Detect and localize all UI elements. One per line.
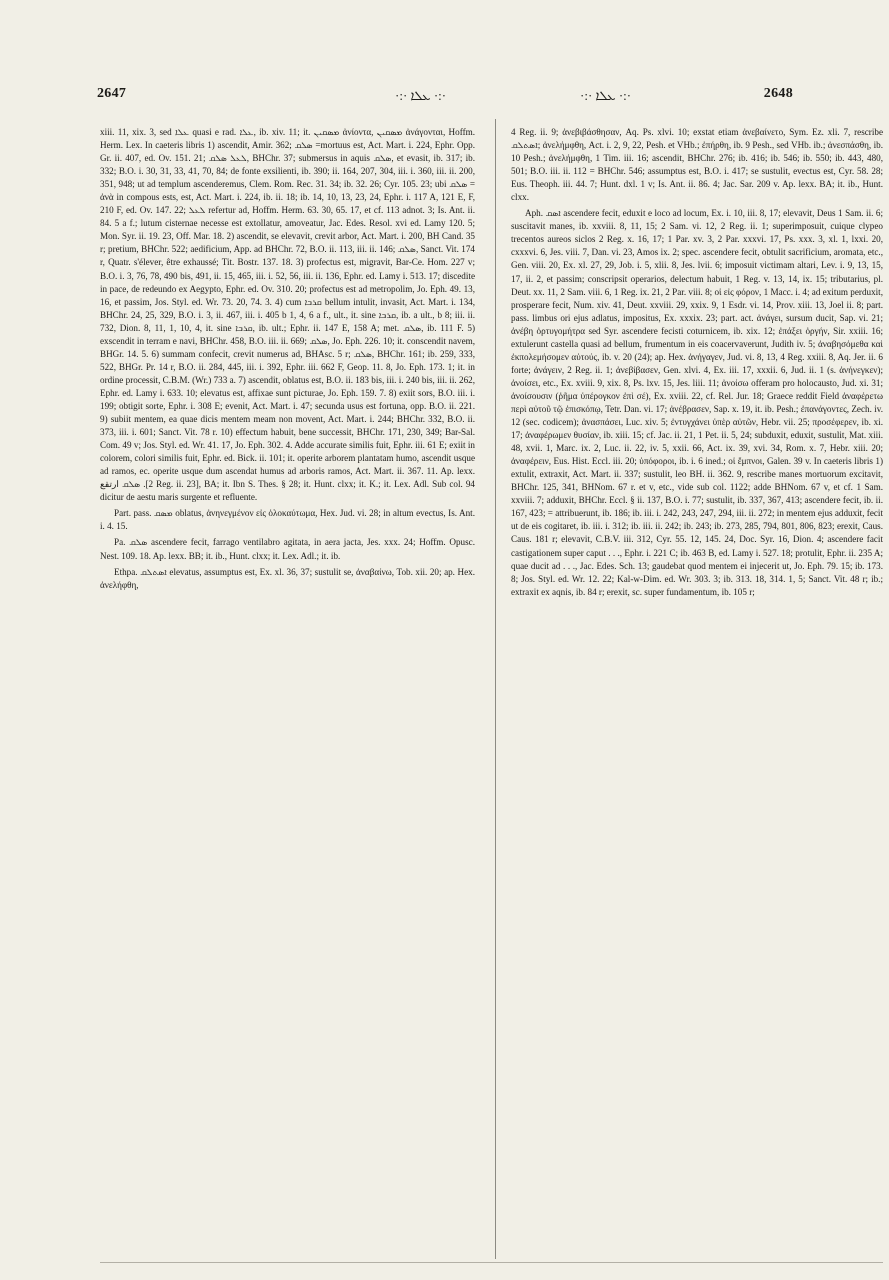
- right-column: [511, 126, 883, 1251]
- right-page-number: 2648: [763, 86, 793, 101]
- left-page-number: 2647: [97, 86, 127, 101]
- right-entry-paragraph: 4 Reg. ii. 9; ἀνεβιβάσθησαν, Aq. Ps. xlvi. 10; exstat etiam ἀνεβαίνετο, Sym. Ez. xli. 7, rescribe ܐܣܬܠܩ; ἀνελήμφθη, Act. i. 2, 9, 22, Pesh. et VHb.; ἐπήρθη, ib. 9 Pesh., sed VHb. ib.; ἀνεσπάσθη, ib. 10 Pesh.; ἀνελήμφθη, 1 Tim. iii. 16; ascendit, BHChr. 276; ib. 416; ib. 546; ib. 550; ib. 443, 480, 501; B.O. iii. ii. 112 = BHChr. 546; assumptus est, B.O. i. 417; se sustulit, evectus est, Cyr. 58. 28; Eus. Theoph. iii. 44. 7; Hunt. dxl. 1 v; Is. Ant. ii. 86. 4; Jac. Sar. 209 v. Ap. lexx. BA; it. ib., Hunt. clxx.: [511, 127, 883, 203]
- left-entry-paragraph: Ethpa. ܐܣܬܠܩ elevatus, assumptus est, Ex. xl. 36, 37; sustulit se, ἀναβαίνω, Tob. xii. 20; ap. Hex. ἀνελήφθη,: [100, 566, 475, 590]
- left-entry-paragraph: xiii. 11, xix. 3, sed ܥܠܐ quasi e rad. ܥܠܐ, ib. xiv. 11; it. ܡܣܩܝܢ ἀνίοντα, ܡܣܩܝܢ ἀνάγονται, Hoffm. Herm. Lex. In caeteris libris 1) ascendit, Amir. 362; ܣܠܩ =mortuus est, Act. Mart. i. 224, Ephr. Opp. Gr. ii. 407, ed. Ov. 151. 21; ܠܥܠ ܣܠܩ, BHChr. 37; submersus in aquis ܣܠܩ, et evasit, ib. 317; ib. 332; B.O. i. 30, 31, 33, 41, 70, 84; de fonte exsilienti, ib. 390; ii. 164, 207, 304, iii. i. 360, iii. ii. 200, 351, 948; ut ad templum ascenderemus, Clem. Rom. Rec. 31. 34; ib. 32. 26; Cyr. 105. 23; ubi ܣܠܩ = ἀνὰ in compous ests, est, Act. Mart. i. 224, ib. ii. 18; ib. 14, 10, 13, 23, 24, Ephr. i. 117 A, 121 E, F, 210 F, ed. Ov. 147. 22; ܠܥܠ refertur ad, Hoffm. Herm. 63. 30, 65. 17, et cf. 113 adnot. 3; Is. Ant. ii. 84. 5 a f.; lutum cisternae necesse est extollatur, amoveatur, Jac. Edes. Resol. xvi ed. Lamy 120. 5; Mon. Syr. ii. 19. 23, Off. Mar. 18. 2) ascendit, se elevavit, crevit arbor, Act. Mart. i. 200, BH Cand. 35 r; pretium, BHChr. 522; aedificium, App. ad BHChr. 72, B.O. ii. 113, iii. ii. 146; ܣܠܩ, Sanct. Vit. 174 r, Quatr. s'élever, être exhaussé; Tit. Bostr. 137. 18. 3) profectus est, migravit, Bar-Ce. Hom. 227 v; B.O. i. 3, 76, 78, 490 bis, 491, ii. 15, 465, iii. i. 52, 56, iii. ii. 136, Ephr. ed. Lamy i. 513. 17; discedite in pace, de redeundo ex Aegypto, Ephr. ed. Ov. 310. 20; profectus est ad metropolim, Jo. Eph. 49. 13, 16, et passim, Jos. Styl. ed. Wr. 73. 20, 74. 3. 4) cum ܩܪܒܐ bellum intulit, invasit, Act. Mart. i. 134, BHChr. 24, 25, 329, B.O. i. 3, ii. 467, iii. i. 405 b 1, 4, 6 a f., ult., it. sine ܩܪܒܐ, ib. a ult., b 8; iii. ii. 732, Dion. 8, 11, 1, 10, 4, it. sine ܩܪܒܐ, ib. ult.; Ephr. ii. 147 E, 158 A; met. ܣܠܩ, ib. 111 F. 5) exscendit in terram e navi, BHChr. 458, B.O. iii. ii. 669; ܣܠܩ, Jo. Eph. 226. 10; it. conscendit navem, BHGr. 14. 5. 6) summam confecit, crevit numerus ad, BHAsc. 5 r; ܣܠܩ, BHChr. 161; ib. 259, 333, 522, BHGr. Pr. 14 r, B.O. ii. 284, 445, iii. i. 392, Ephr. iii. 662 F, Geop. 11. 8, Jo. Eph. 173. 1; it. in ordine processit, C.B.M. (Wr.) 733 a. 7) ascendit, oblatus est, B.O. ii. 183 bis, iii. i. 240 bis, iii. ii. 262, Ephr. ed. Lamy i. 633. 10; elevatus est, affixae sunt picturae, Jo. Eph. 159. 7. 8) exiit sors, B.O. iii. i. 199; obtigit sorte, Ephr. i. 308 E; evenit, Act. Mart. i. 47; secunda usus est fortuna, opp. B.O. ii. 221. 9) subiit mentem, ea quae dicis mentem meam non movent, Act. Mart. i. 244; BHChr. 332, B.O. ii. 373, iii. i. 601; Sanct. Vit. 78 r. 10) effectum habuit, bene successit, BHChr. 171, 230, 349; Bar-Sal. Com. 49 v; Jos. Styl. ed. Wr. 41. 17, Jo. Eph. 302. 4. Adde accurate similis fuit, Ephr. iii. 61 E; exiit in colorem, colori similis fuit, Ephr. ed. Bick. ii. 101; it. operite arborem plantatam humo, ascendit usque ad ramos, ec. operite usque dum ascendat humus ad arboris ramos, Act. Mart. ii. 367. 11. Ap. lexx. ܣܠܩ ارتقع .[2 Reg. ii. 23], BA; it. Ibn S. Thes. § 28; it. Hunt. clxx; it. K.; it. Lex. Adl. Sub col. 94 dicitur de aestu maris surgente et refluente.: [100, 127, 475, 503]
- left-entry-paragraph: Part. pass. ܡܣܩ oblatus, ἀνηνεγμένον εἰς ὁλοκαύτωμα, Hex. Jud. vi. 28; in altum evectus, Is. Ant. i. 4. 15.: [100, 508, 475, 532]
- bottom-rule: [100, 1262, 883, 1263]
- page-header: [0, 86, 889, 116]
- right-entry-paragraph: Aph. ܐܣܩ ascendere fecit, eduxit e loco ad locum, Ex. i. 10, iii. 8, 17; elevavit, Deus 1 Sam. ii. 6; suscitavit manes, ib. xxviii. 8, 11, 15; 2 Sam. vi. 12, 2 Reg. ii. 1; superimposuit, cuique clypeo trecentos aureos siclos 2 Reg. x. 16, 17; 1 Par. xv. 3, 2 Par. xxxvi. 17, Ps. xxx. 3, xl. 1, lxxi. 20, cxxxvi. 6, Jes. viii. 7, Dan. vi. 23, Amos ix. 2; spec. ascendere fecit, obtulit sacrificium, aromata, etc., Gen. viii. 20, Ex. xl. 27, 29, Job. i. 5, xlii. 8, Jes. lvii. 6; imposuit victimam altari, Lev. i. 9, 13, 15, 17, ii. 2, et passim; conscripsit operarios, delectum habuit, 1 Reg. v. 13, 14, ix. 15; tributarius, pl. Deut. xx. 11, 2 Sam. viii. 6, 1 Reg. ix. 21, 2 Par. viii. 8; οἱ εἰς φόρον, 1 Macc. i. 4; ad exitum perduxit, prosperare fecit, Num. xiv. 41, Deut. xxviii. 29, xxix. 9, 1 Esdr. vi. 14, Prov. xiii. 13, Joel ii. 8; part. pass. limbus ori ejus adlatus, impositus, Ex. xxxix. 23; part. act. ἀνάγει, sursum ducit, Sap. vi. 21; ἀνέβη ὀρτυγομήτρα sed Syr. ascendere fecisti coturnicem, ib. xix. 12; ἐπάξει ὀργήν, Sir. xxiii. 16; extulerunt castella quasi ad bellum, frumentum in eis coacervaverunt, Judith iv. 5; ἀναβησόμεθα καὶ ἐκπολεμήσομεν αὐτούς, ib. v. 20 (24); ap. Hex. ἀνήγαγεν, Jud. vi. 8, 13, 4 Reg. xxiii. 8, Aq. Jer. ii. 6 forte; ἀνάγειν, 2 Reg. ii. 1; ἀνεβίβασεν, Gen. xlvi. 4, Ex. iii. 17, xxxii. 6, Jud. ii. 1 (s. ἀνήνεγκεν); ἀνοίσει, etc., Ex. xviii. 9, xix. 8, Ps. lxv. 15, Jes. liii. 11; ἀνοίσω offeram pro holocausto, Jud. xi. 31; ἀνοίσουσιν (ῥῆμα ὑπέρογκον ἐπὶ σέ), Ex. xviii. 22, cf. Rel. Jur. 18; Graece reddit Field ἀναφέρετω περὶ αὐτοῦ τῷ ἐπισκόπῳ, Tetr. Dan. vi. 17; ἀνέβρασεν, Sap. x. 19, it. ib. Pesh.; ἐπανάγοντες, Zech. iv. 12 (sec. codicem); ἀνασπάσει, Luc. xiv. 5; ἐντυγχάνει ὑπὲρ αὐτῶν, Hebr. vii. 25; προσέφερεν, ib. xi. 17; ἀναφέρωμεν θυσίαν, ib. xiii. 15; cf. Jac. ii. 21, 1 Pet. ii. 5, 24; subduxit, eduxit, sustulit, Mat. xiii. 48, xvii. 1, Marc. ix. 2, Luc. ii. 22, iv. 5, xxii. 66, Act. ix. 39, xvi. 34, Rom. x. 7, Hebr. xiii. 20; ἀναφέρειν, Eus. Hist. Eccl. iii. 20; ὑπόφοροι, ib. i. 6 ined.; οἱ ἔμπνοι, Galen. 39 v. In caeteris libris 1) extulit, extraxit, Act. Mart. ii. 337; sustulit, leo BH. ii. 362. 9, rescribe manes mortuorum excitavit, BHChr. 125, 341, BHNom. 67 r. et v, etc., vide sub col. 1122; adde BHNom. 67 v, et cf. 1 Sam. xxviii. 7; adduxit, BHChr. Eccl. § ii. 137, B.O. i. 77; sustulit, ib. 337, 367, 413; ascendere fecit, ib. ii. 167, 423; = attribuerunt, ib. 186; ib. iii. i. 242, 243, 247, 294, iii. ii. 272; in mentem ejus adduxit, fecit ut de eis cogitaret, ib. iii. i. 312; ib. iii. ii. 242; ib. 243; ib. 273, 285, 794, 801, 806, 823; erexit, Caus. Caus. 181 r; elevavit, C.B.V. iii. 312, Cyr. 55. 12, 145. 24, Doc. Syr. 16, Dion. 4; ascendere facit castigationem super caput . . ., Ephr. i. 221 C; ib. 463 B, ed. Lamy i. 527. 18; protulit, Ephr. ii. 235 A; quae ducit ad . . ., Jac. Edes. Sch. 13; gaudebat quod mentem ei injecerit ut, Jo. Eph. 79. 15; ib. 173. 8; Jos. Styl. ed. Wr. 12. 22; Kal-w-Dim. ed. Wr. 303. 3; ib. 313. 18, 314. 1, 5; Sanct. Vit. 48 r; ib.; extraxit ex aqnis, ib. 84 r; erexit, sc. super fundamentum, ib. 105 r;: [511, 208, 883, 597]
- right-running-title: ·:· ܥܠܐ ·:·: [580, 88, 632, 103]
- column-divider: [495, 119, 496, 1259]
- left-column: [100, 126, 475, 1251]
- left-entry-paragraph: Pa. ܣܠܩ ascendere fecit, farrago ventilabro agitata, in aera jacta, Jes. xxx. 24; Hoffm. Opusc. Nest. 109. 18. Ap. lexx. BB; it. ib., Hunt. clxx; it. Lex. Adl.; it. ib.: [100, 537, 475, 561]
- left-running-title: ·:· ܥܠܐ ·:·: [395, 88, 447, 103]
